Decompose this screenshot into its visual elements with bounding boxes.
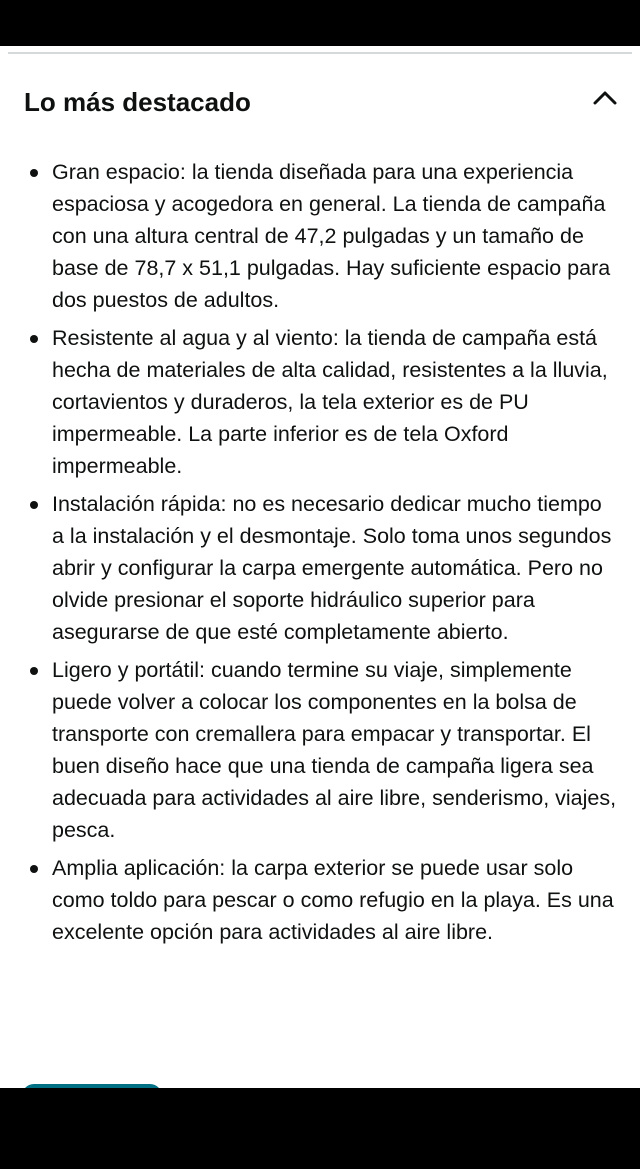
- status-bar: [0, 0, 640, 46]
- list-item-text: Instalación rápida: no es necesario dedicar mucho tiempo a la instalación y el desmontaje. Solo toma unos segundos abrir y configurar la carpa emergente automática. Pero no olvide presionar el soporte hidráulico superior para asegurarse de que esté completamente abierto.: [52, 492, 612, 644]
- section-divider: [8, 52, 632, 54]
- bullet-dot: [30, 501, 38, 509]
- bullet-dot: [30, 335, 38, 343]
- list-item-text: Gran espacio: la tienda diseñada para una experiencia espaciosa y acogedora en general. La tienda de campaña con una altura central de 47,2 pulgadas y un tamaño de base de 78,7 x 51,1 pulgadas. Hay suficiente espacio para dos puestos de adultos.: [52, 160, 611, 312]
- list-item: [0, 852, 640, 948]
- list-item: [0, 654, 640, 846]
- product-highlights-panel: [0, 46, 640, 1088]
- list-item: [0, 156, 640, 316]
- list-item-text: Amplia aplicación: la carpa exterior se puede usar solo como toldo para pescar o como refugio en la playa. Es una excelente opción para actividades al aire libre.: [52, 856, 614, 944]
- highlights-list: [0, 156, 640, 954]
- list-item: [0, 322, 640, 482]
- chevron-up-icon[interactable]: [590, 84, 620, 110]
- bullet-dot: [30, 667, 38, 675]
- list-item: [0, 488, 640, 648]
- list-item-text: Resistente al agua y al viento: la tienda de campaña está hecha de materiales de alta calidad, resistentes a la lluvia, cortavientos y duraderos, la tela exterior es de PU impermeable. La parte inferior es de tela Oxford impermeable.: [52, 326, 608, 478]
- bullet-dot: [30, 865, 38, 873]
- navigation-bar: [0, 1088, 640, 1169]
- list-item-text: Ligero y portátil: cuando termine su viaje, simplemente puede volver a colocar los componentes en la bolsa de transporte con cremallera para empacar y transportar. El buen diseño hace que una tienda de campaña ligera sea adecuada para actividades al aire libre, senderismo, viajes, pesca.: [52, 658, 617, 842]
- section-header[interactable]: [0, 76, 640, 126]
- bullet-dot: [30, 169, 38, 177]
- section-title: Lo más destacado: [24, 87, 251, 117]
